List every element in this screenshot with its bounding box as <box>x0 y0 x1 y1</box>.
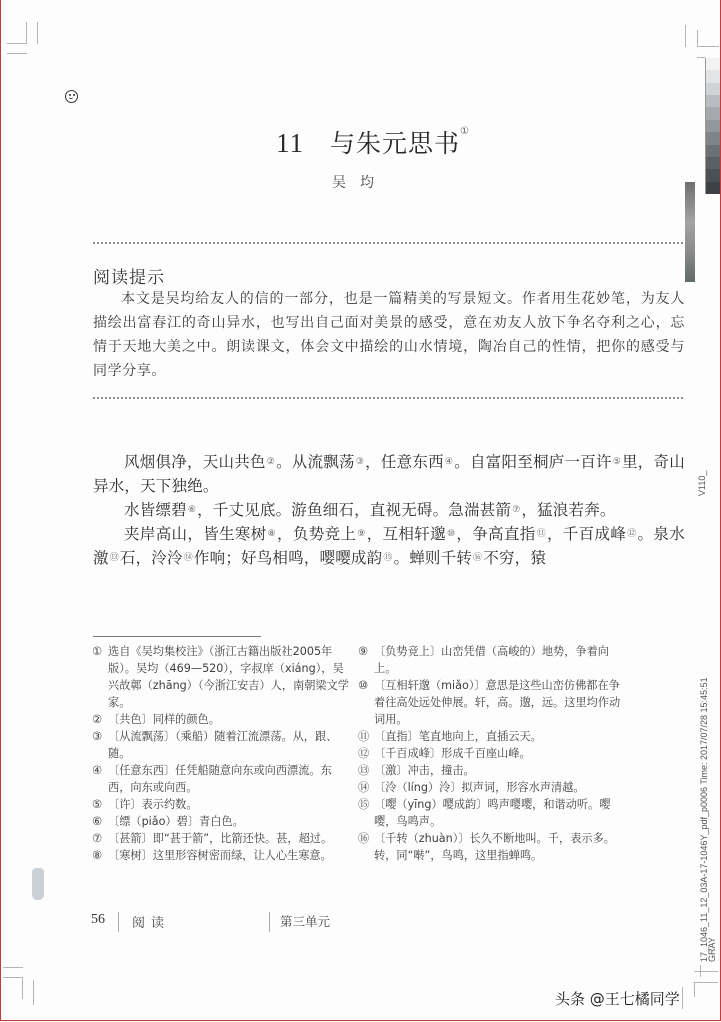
crop-mark <box>694 982 695 997</box>
watermark: 头条 @王七橘同学 <box>555 990 680 1008</box>
footnote-text: 〔负势竞上〕山峦凭借（高峻的）地势，争着向上。 <box>374 645 609 675</box>
footnote <box>92 847 350 864</box>
text-paragraph: 风烟俱净，天山共色②。从流飘荡③，任意东西④。自富阳至桐庐一百许⑤里，奇山异水，天下独绝。 <box>93 453 685 495</box>
footnote <box>92 762 350 796</box>
footnote-mark: ② <box>92 713 103 726</box>
footnote-mark: ⑬ <box>358 764 370 777</box>
footnote-ref[interactable]: ⑤ <box>612 457 622 467</box>
footnote-mark: ⑫ <box>358 747 370 760</box>
footnotes-left <box>92 643 350 864</box>
footnotes-right <box>358 643 628 864</box>
author: 吴均 <box>332 175 388 191</box>
footnote <box>358 779 628 796</box>
title-note-mark[interactable]: ① <box>460 126 470 137</box>
footnote-text: 〔从流飘荡〕（乘船）随着江流漂荡。从，跟、随。 <box>108 730 338 760</box>
page-number: 56 <box>91 912 105 927</box>
footnote-text: 〔许〕表示约数。 <box>108 798 198 811</box>
crop-mark <box>26 22 27 43</box>
footnote-text: 〔任意东西〕任凭船随意向东或向西漂流。东西，向东或向西。 <box>108 764 332 794</box>
text-paragraph: 夹岸高山，皆生寒树⑧，负势竞上⑨，互相轩邈⑩，争高直指⑪，千百成峰⑫。泉水激⑬石，泠泠⑭作响；好鸟相鸣，嘤嘤成韵⑮。蝉则千转⑯不穷，猿 <box>93 525 685 567</box>
footnote-text: 〔激〕冲击，撞击。 <box>374 764 475 777</box>
footnote-mark: ⑥ <box>92 815 103 828</box>
footnote-mark: ⑩ <box>358 679 369 692</box>
lesson-title-text: 与朱元思书 <box>330 129 461 158</box>
footnote-ref[interactable]: ⑭ <box>183 553 193 563</box>
footer-divider <box>269 912 270 932</box>
footnote-mark: ⑯ <box>358 832 370 845</box>
dotted-divider <box>93 397 683 399</box>
footnote-ref[interactable]: ⑬ <box>109 553 119 563</box>
scan-smudge <box>32 868 44 900</box>
crop-mark <box>697 30 698 46</box>
footer-divider <box>118 912 119 932</box>
smiley-icon <box>65 90 78 103</box>
footnote-ref[interactable]: ⑫ <box>627 529 637 539</box>
lesson-title <box>276 124 470 160</box>
reading-tips-body: 本文是吴均给友人的信的一部分，也是一篇精美的写景短文。作者用生花妙笔，为友人描绘出富春江的奇山异水，也写出自己面对美景的感受，意在劝友人放下争名夺利之心，忘情于天地大美之中。朗读课文，体会文中描绘的山水情境，陶冶自己的性情，把你的感受与同学分享。 <box>93 291 685 379</box>
footnote-text: 〔千百成峰〕形成千百座山峰。 <box>374 747 531 760</box>
crop-mark <box>697 57 705 58</box>
footnote-text: 〔共色〕同样的颜色。 <box>108 713 220 726</box>
footnote <box>358 677 628 728</box>
footnote-mark: ⑭ <box>358 781 370 794</box>
crop-mark <box>700 965 701 977</box>
footnote-ref[interactable]: ⑮ <box>383 553 393 563</box>
footnote-ref[interactable]: ⑩ <box>446 529 456 539</box>
footer-section: 阅读 <box>132 916 171 931</box>
footnote <box>358 728 628 745</box>
footnote-ref[interactable]: ⑨ <box>357 529 366 539</box>
footnote-text: 〔千转（zhuàn）〕长久不断地叫。千，表示多。转，同“啭”，鸟鸣，这里指蝉鸣。 <box>374 832 615 862</box>
footnote-mark: ③ <box>92 730 103 743</box>
footnote-mark: ⑧ <box>92 849 103 862</box>
footer-unit: 第三单元 <box>280 914 331 929</box>
footnote <box>92 728 350 762</box>
footnote-mark: ⑨ <box>358 645 369 658</box>
footnote-mark: ④ <box>92 764 103 777</box>
footnote-mark: ⑦ <box>92 832 103 845</box>
footnote <box>358 796 628 830</box>
crop-mark <box>682 987 683 1009</box>
footnote-ref[interactable]: ② <box>266 457 276 467</box>
crop-mark <box>685 25 686 47</box>
footnote <box>358 643 628 677</box>
footnote-text: 〔泠（líng）泠〕拟声词，形容水声清越。 <box>374 781 585 794</box>
crop-mark <box>3 977 23 978</box>
crop-mark <box>3 967 23 968</box>
footnote-ref[interactable]: ⑦ <box>512 505 521 515</box>
print-info: 17_1046_11_12_03A-17-1046Y_pdf_p0006 Time: 2017/07/28 15:45:51 <box>699 677 709 962</box>
crop-mark <box>694 982 718 983</box>
crop-mark <box>22 977 23 999</box>
footnote <box>358 830 628 864</box>
footnote-ref[interactable]: ⑥ <box>187 505 197 515</box>
crop-mark <box>697 46 719 47</box>
footnote-text: 〔甚箭〕即“甚于箭”，比箭还快。甚，超过。 <box>108 832 333 845</box>
crop-mark <box>33 980 34 1005</box>
footnote-ref[interactable]: ⑪ <box>536 529 546 539</box>
footnote <box>358 762 628 779</box>
footnote <box>92 813 350 830</box>
crop-mark <box>7 53 27 54</box>
footnote-ref[interactable]: ⑯ <box>473 553 483 563</box>
text-paragraph: 水皆缥碧⑥，千丈见底。游鱼细石，直视无碍。急湍甚箭⑦，猛浪若奔。 <box>124 501 616 519</box>
footnote-text: 选自《吴均集校注》（浙江古籍出版社2005年版）。吴均（469—520），字叔庠（xiáng），吴兴故鄣（zhāng）（今浙江安吉）人，南朝梁文学家。 <box>108 645 349 709</box>
margin-code: V110_ <box>697 470 707 496</box>
footnote-mark: ⑪ <box>358 730 370 743</box>
main-text <box>93 450 685 570</box>
footnote-text: 〔互相轩邈（miǎo）〕意思是这些山峦仿佛都在争着往高处远处伸展。轩，高。邈，远。这里均作动词用。 <box>374 679 621 726</box>
crop-mark <box>694 971 718 972</box>
color-strip <box>685 182 695 282</box>
footnote-rule <box>93 636 261 637</box>
footnote-text: 〔缥（piǎo）碧〕青白色。 <box>108 815 244 828</box>
footnote <box>92 643 350 711</box>
crop-mark <box>7 43 27 44</box>
footnote-mark: ① <box>92 645 103 658</box>
footnote-mark: ⑤ <box>92 798 103 811</box>
color-mode-label: GRAY <box>707 937 717 962</box>
footnote-text: 〔直指〕笔直地向上，直插云天。 <box>374 730 542 743</box>
crop-mark <box>37 22 38 44</box>
lesson-number: 11 <box>276 128 304 158</box>
footnote-mark: ⑮ <box>358 798 370 811</box>
footnote <box>92 711 350 728</box>
footnote-ref[interactable]: ⑧ <box>267 529 277 539</box>
reading-tips-heading: 阅读提示 <box>93 268 165 288</box>
footnote <box>358 745 628 762</box>
footnote <box>92 796 350 813</box>
footnote-text: 〔嘤（yīng）嘤成韵〕鸣声嘤嘤，和谐动听。嘤嘤，鸟鸣声。 <box>374 798 611 828</box>
footnote <box>92 830 350 847</box>
dotted-divider <box>93 242 683 244</box>
gray-scale-bar <box>705 58 720 194</box>
footnote-text: 〔寒树〕这里形容树密而绿，让人心生寒意。 <box>108 849 332 862</box>
footnote-ref[interactable]: ③ <box>355 457 365 467</box>
footnote-ref[interactable]: ④ <box>444 457 454 467</box>
